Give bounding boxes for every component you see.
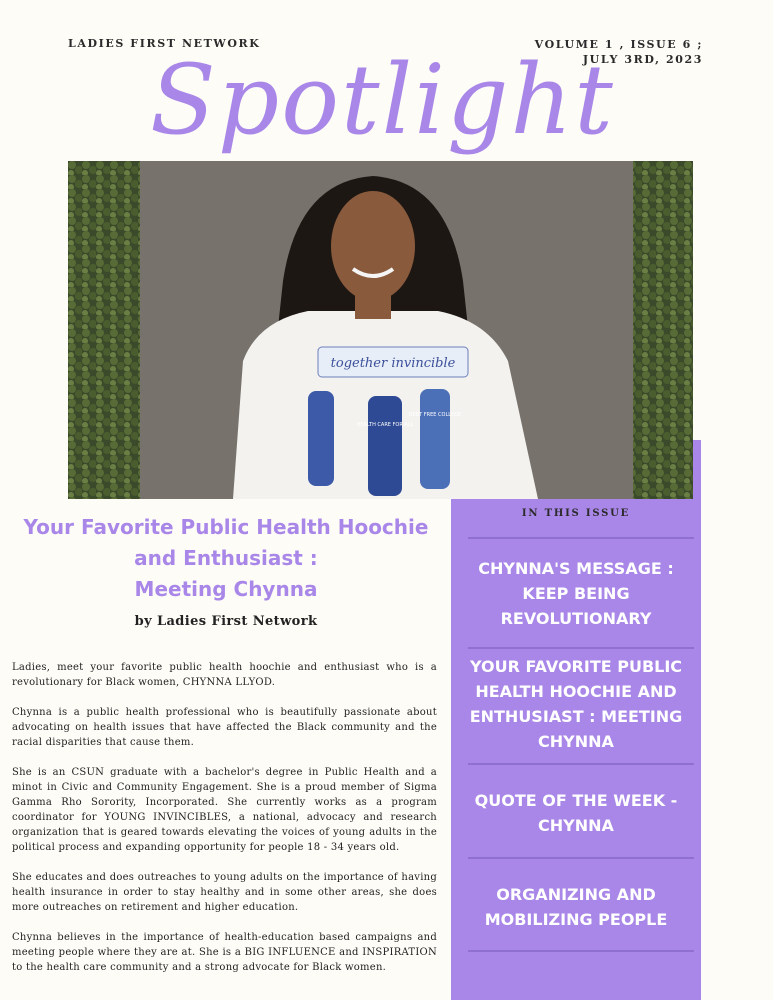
article-paragraph: She educates and does outreaches to young adults on the importance of having health insurance in order to stay healthy and in some other areas, she does more outreaches on retirement and higher education. bbox=[12, 872, 437, 913]
masthead-title: Spotlight bbox=[150, 44, 615, 156]
shirt-figure-label-2: DEBT FREE COLLEGE bbox=[408, 412, 462, 418]
volume-line: VOLUME 1 , ISSUE 6 ; bbox=[534, 38, 703, 51]
cover-photo bbox=[68, 161, 693, 499]
shirt-slogan: together invincible bbox=[330, 356, 456, 371]
article-title bbox=[10, 512, 442, 605]
issue-item-organizing[interactable]: ORGANIZING AND MOBILIZING PEOPLE bbox=[484, 885, 668, 929]
issue-item-meeting-chynna[interactable]: YOUR FAVORITE PUBLIC HEALTH HOOCHIE AND ENTHUSIAST : MEETING CHYNNA bbox=[469, 657, 683, 751]
date-line: JULY 3RD, 2023 bbox=[582, 53, 703, 66]
article-byline: by Ladies First Network bbox=[134, 614, 318, 629]
article-title-line-2: and Enthusiast : bbox=[134, 546, 318, 570]
sidebar-divider bbox=[468, 857, 694, 859]
issue-item-message[interactable]: CHYNNA'S MESSAGE : KEEP BEING REVOLUTIONARY bbox=[478, 559, 674, 628]
article-paragraph: She is an CSUN graduate with a bachelor's degree in Public Health and a minot in Civic and Community Engagement. She is a proud member of Sigma Gamma Rho Sorority, Incorporated. She currently works as a program coordinator for YOUNG INVINCIBLES, a national, advocacy and research organization that is geared towards elevating the voices of young adults in the political process and expanding opportunity for people 18 - 34 years old. bbox=[12, 767, 437, 853]
sidebar-divider bbox=[468, 763, 694, 765]
article-paragraph: Chynna is a public health professional who is beautifully passionate about advocating on health issues that have affected the Black community and the racial disparities that cause them. bbox=[12, 707, 437, 748]
network-name: LADIES FIRST NETWORK bbox=[68, 37, 261, 50]
article-title-line-1: Your Favorite Public Health Hoochie bbox=[23, 515, 429, 539]
issue-item-quote-of-week[interactable]: QUOTE OF THE WEEK - CHYNNA bbox=[474, 791, 678, 835]
sidebar-divider bbox=[468, 537, 694, 539]
in-this-issue-sidebar bbox=[451, 499, 701, 1000]
article-paragraph: Ladies, meet your favorite public health hoochie and enthusiast who is a revolutionary for Black women, CHYNNA LLYOD. bbox=[12, 662, 437, 688]
article-paragraph: Chynna believes in the importance of health-education based campaigns and meeting people where they are at. She is a BIG INFLUENCE and INSPIRATION to the health care community and a strong advocate for Black women. bbox=[12, 932, 437, 973]
sidebar-divider bbox=[468, 647, 694, 649]
sidebar-tab-decoration bbox=[693, 440, 701, 500]
article-title-line-3: Meeting Chynna bbox=[134, 577, 318, 601]
cover-photo-illustration bbox=[68, 161, 693, 499]
sidebar-divider bbox=[468, 950, 694, 952]
article-body bbox=[12, 660, 437, 990]
shirt-figure-label-1: HEALTH CARE FOR ALL bbox=[356, 422, 414, 428]
sidebar-heading: IN THIS ISSUE bbox=[521, 508, 631, 519]
